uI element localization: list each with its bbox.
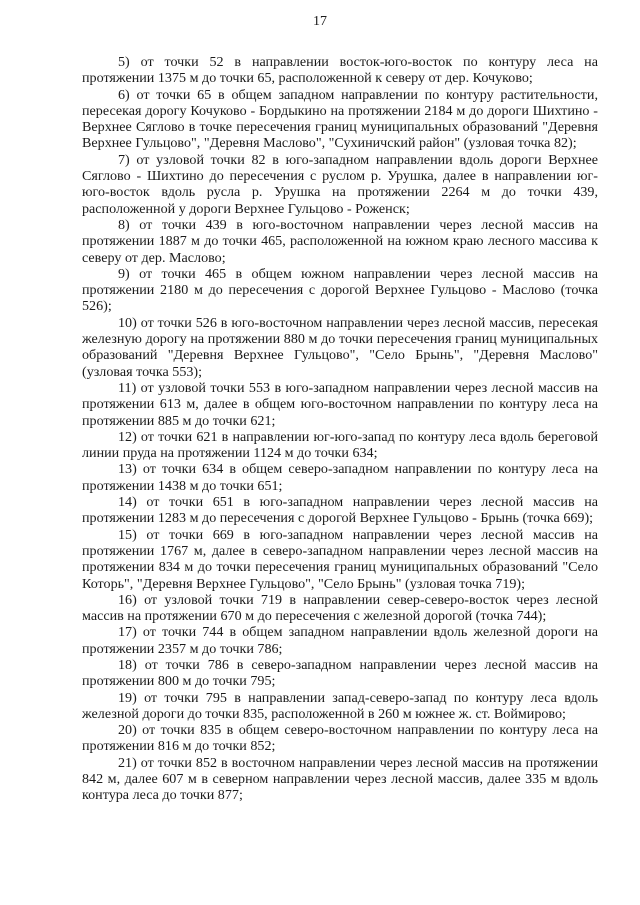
boundary-paragraph-19: 19) от точки 795 в направлении запад-северо-запад по контуру леса вдоль железной дороги до точки 835, расположенной в 260 м южнее ж. ст. Воймирово; [82, 689, 598, 722]
boundary-paragraph-5: 5) от точки 52 в направлении восток-юго-восток по контуру леса на протяжении 1375 м до точки 65, расположенной к северу от дер. Кочуково; [82, 54, 598, 87]
boundary-paragraph-20: 20) от точки 835 в общем северо-восточном направлении по контуру леса на протяжении 816 м до точки 852; [82, 722, 598, 755]
boundary-paragraph-6: 6) от точки 65 в общем западном направлении по контуру растительности, пересекая дорогу Кочуково - Бордыкино на протяжении 2184 м до дороги Шихтино - Верхнее Сяглово в точке пересечения границ муниципальных образований "Деревня Верхнее Гульцово", "Деревня Маслово", "Сухиничский район" (узловая точка 82); [82, 86, 598, 152]
boundary-paragraph-15: 15) от точки 669 в юго-западном направлении через лесной массив на протяжении 1767 м, далее в северо-западном направлении через лесной массив на протяжении 834 м до точки пересечения границ муниципальных образований "Село Которь", "Деревня Верхнее Гульцово", "Село Брынь" (узловая точка 719); [82, 526, 598, 592]
boundary-paragraph-9: 9) от точки 465 в общем южном направлении через лесной массив на протяжении 2180 м до пересечения с дорогой Верхнее Гульцово - Маслово (точка 526); [82, 265, 598, 315]
boundary-paragraph-17: 17) от точки 744 в общем западном направлении вдоль железной дороги на протяжении 2357 м до точки 786; [82, 624, 598, 657]
boundary-paragraph-11: 11) от узловой точки 553 в юго-западном направлении через лесной массив на протяжении 613 м, далее в общем юго-восточном направлении по контуру леса на протяжении 885 м до точки 621; [82, 379, 598, 429]
boundary-paragraph-16: 16) от узловой точки 719 в направлении север-северо-восток через лесной массив на протяжении 670 м до пересечения с железной дорогой (точка 744); [82, 591, 598, 625]
boundary-paragraph-21: 21) от точки 852 в восточном направлении через лесной массив на протяжении 842 м, далее 607 м в северном направлении через лесной массив, далее 335 м вдоль контура леса до точки 877; [82, 754, 598, 804]
boundary-paragraph-18: 18) от точки 786 в северо-западном направлении через лесной массив на протяжении 800 м до точки 795; [82, 656, 598, 690]
boundary-paragraph-7: 7) от узловой точки 82 в юго-западном направлении вдоль дороги Верхнее Сяглово - Шихтино до пересечения с руслом р. Урушка, далее в направлении юг-юго-восток вдоль русла р. Урушка на протяжении 2264 м до точки 439, расположенной у дороги Верхнее Гульцово - Роженск; [82, 151, 598, 217]
boundary-paragraph-10: 10) от точки 526 в юго-восточном направлении через лесной массив, пересекая железную дорогу на протяжении 880 м до точки пересечения границ муниципальных образований "Деревня Верхнее Гульцово", "Село Брынь", "Деревня Маслово" (узловая точка 553); [82, 314, 598, 380]
boundary-paragraph-13: 13) от точки 634 в общем северо-западном направлении по контуру леса на протяжении 1438 м до точки 651; [82, 461, 598, 494]
page-number: 17 [313, 14, 327, 29]
boundary-paragraph-8: 8) от точки 439 в юго-восточном направлении через лесной массив на протяжении 1887 м до точки 465, расположенной на южном краю лесного массива к северу от дер. Маслово; [82, 216, 598, 266]
boundary-paragraph-12: 12) от точки 621 в направлении юг-юго-запад по контуру леса вдоль береговой линии пруда на протяжении 1124 м до точки 634; [82, 428, 598, 462]
document-body [82, 54, 598, 804]
boundary-paragraph-14: 14) от точки 651 в юго-западном направлении через лесной массив на протяжении 1283 м до пересечения с дорогой Верхнее Гульцово - Брынь (точка 669); [82, 494, 598, 527]
